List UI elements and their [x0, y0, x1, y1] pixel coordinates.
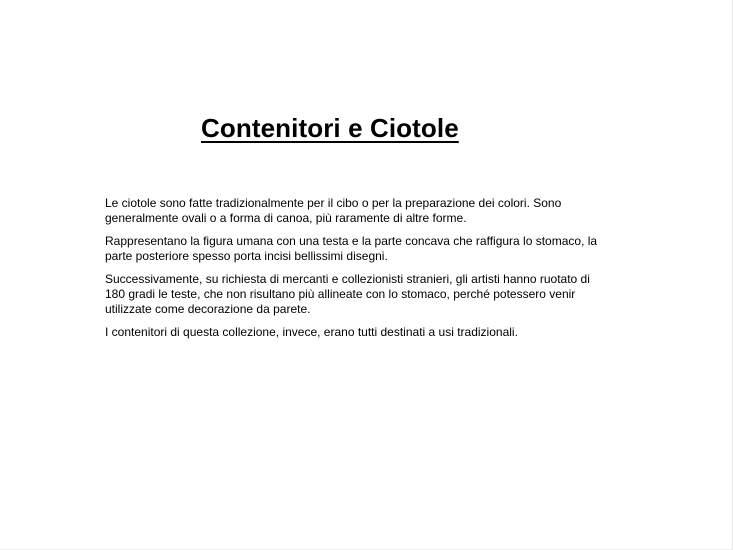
paragraph-line: parte posteriore spesso porta incisi bellissimi disegni.: [105, 249, 388, 263]
paragraph-rotated-heads: [105, 272, 625, 317]
page-title: Contenitori e Ciotole: [201, 113, 459, 143]
paragraph-line: Le ciotole sono fatte tradizionalmente per il cibo o per la preparazione dei colori. Sono: [105, 196, 562, 210]
paragraph-collection-note: [105, 325, 625, 340]
paragraph-human-figure: [105, 234, 625, 264]
paragraph-line: I contenitori di questa collezione, invece, erano tutti destinati a usi tradizionali.: [105, 325, 518, 339]
paragraph-bowls-description: [105, 196, 625, 226]
paragraph-line: Rappresentano la figura umana con una testa e la parte concava che raffigura lo stomaco, la: [105, 234, 598, 248]
paragraph-line: utilizzate come decorazione da parete.: [105, 302, 311, 316]
body-text: [105, 196, 625, 348]
paragraph-line: 180 gradi le teste, che non risultano più allineate con lo stomaco, perché potessero venir: [105, 287, 576, 301]
paragraph-line: Successivamente, su richiesta di mercanti e collezionisti stranieri, gli artisti hanno ruotato di: [105, 272, 590, 286]
paragraph-line: generalmente ovali o a forma di canoa, più raramente di altre forme.: [105, 211, 467, 225]
